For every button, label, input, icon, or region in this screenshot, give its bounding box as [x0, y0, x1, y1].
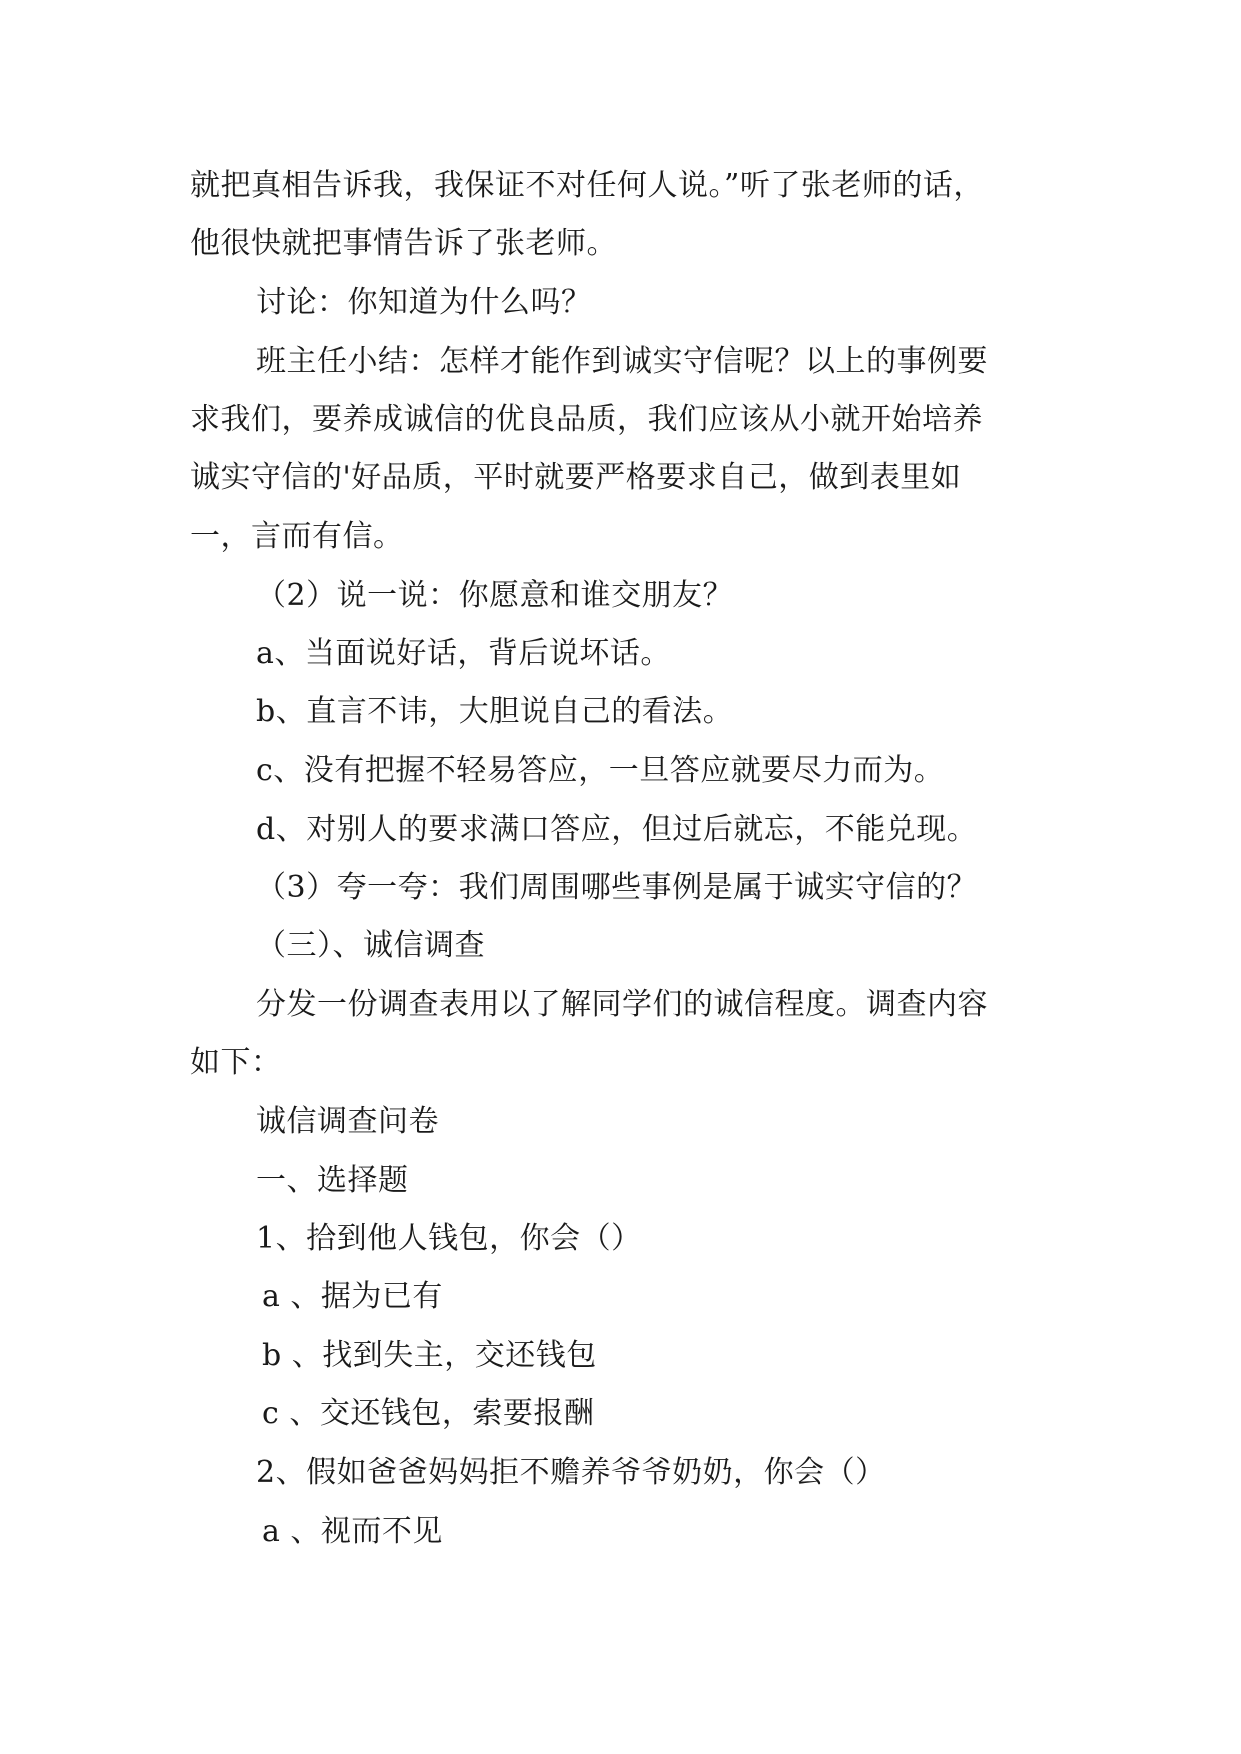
text-line: 求我们，要养成诚信的优良品质，我们应该从小就开始培养 [190, 402, 983, 437]
option-item: b 、找到失主，交还钱包 [262, 1338, 597, 1373]
section-heading: （三）、诚信调查 [256, 928, 485, 963]
text-line: b、直言不讳，大胆说自己的看法。 [256, 694, 734, 729]
text-line: 诚实守信的'好品质，平时就要严格要求自己，做到表里如 [190, 460, 962, 495]
text-line: 他很快就把事情告诉了张老师。 [190, 226, 617, 261]
text-line: 如下： [190, 1045, 282, 1080]
section-heading: 一、选择题 [256, 1163, 409, 1198]
text-line: 分发一份调查表用以了解同学们的诚信程度。调查内容 [256, 987, 988, 1022]
text-line: d、对别人的要求满口答应，但过后就忘，不能兑现。 [256, 812, 978, 847]
text-line: 班主任小结：怎样才能作到诚实守信呢？以上的事例要 [256, 344, 988, 379]
question-item: 1、拾到他人钱包，你会（） [256, 1221, 642, 1256]
text-line: a、当面说好话，背后说坏话。 [256, 636, 671, 671]
text-line: 一，言而有信。 [190, 519, 404, 554]
option-item: a 、据为已有 [262, 1279, 443, 1314]
option-item: c 、交还钱包，索要报酬 [262, 1396, 595, 1431]
text-line: 讨论：你知道为什么吗？ [256, 285, 592, 320]
text-line: （3）夸一夸：我们周围哪些事例是属于诚实守信的？ [256, 870, 978, 905]
questionnaire-title: 诚信调查问卷 [256, 1104, 439, 1139]
text-line: 就把真相告诉我，我保证不对任何人说。”听了张老师的话， [190, 168, 984, 203]
question-item: 2、假如爸爸妈妈拒不赡养爷爷奶奶，你会（） [256, 1455, 886, 1490]
text-line: （2）说一说：你愿意和谁交朋友？ [256, 578, 734, 613]
option-item: a 、视而不见 [262, 1514, 443, 1549]
text-line: c、没有把握不轻易答应，一旦答应就要尽力而为。 [256, 753, 945, 788]
